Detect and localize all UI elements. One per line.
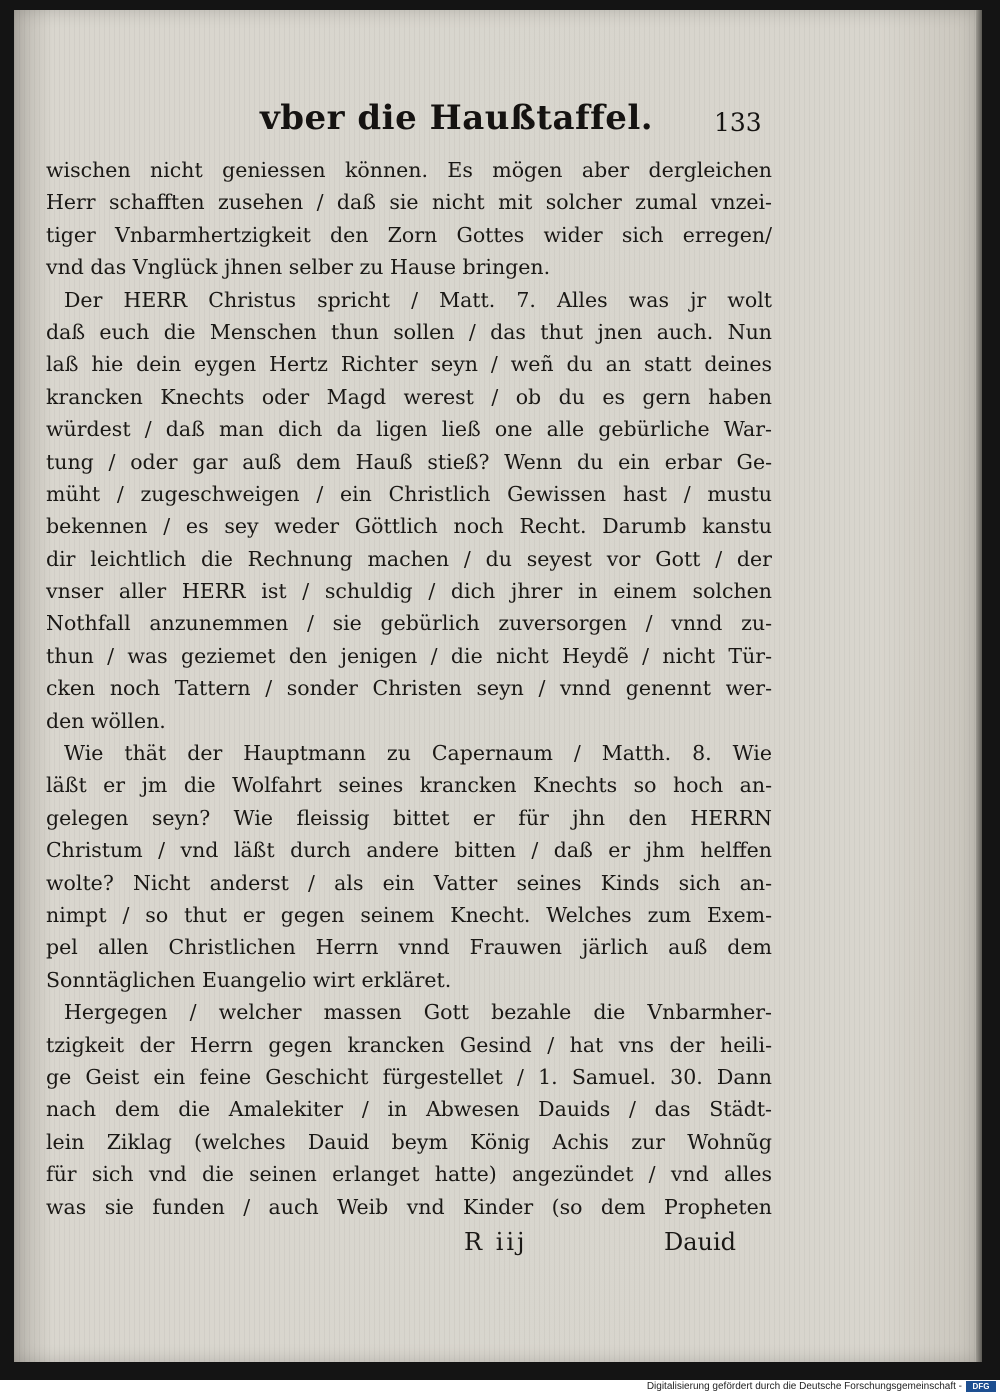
page-footer [14, 1228, 976, 1264]
running-title: vber die Haußtaffel. [260, 98, 654, 138]
text-line: ge Geist ein feine Geschicht fürgestellet / 1. Samuel. 30. Dann [46, 1064, 772, 1089]
text-line: Herr schafften zusehen / daß sie nicht mit solcher zumal vnzei- [46, 190, 772, 215]
page-header [14, 98, 976, 148]
text-line: wischen nicht geniessen können. Es mögen aber dergleichen [46, 158, 772, 182]
text-line: lein Ziklag (welches Dauid beym König Achis zur Wohnũg [46, 1129, 772, 1154]
text-line: für sich vnd die seinen erlanget hatte) angezündet / vnd alles [46, 1162, 772, 1187]
text-line: bekennen / es sey weder Göttlich noch Recht. Darumb kanstu [46, 514, 772, 539]
text-line: nimpt / so thut er gegen seinem Knecht. Welches zum Exem- [46, 902, 772, 927]
text-line: vnd das Vnglück jhnen selber zu Hause bringen. [46, 255, 551, 280]
text-line: thun / was geziemet den jenigen / die nicht Heydẽ / nicht Tür- [46, 643, 772, 668]
text-line: Wie thät der Hauptmann zu Capernaum / Matth. 8. Wie [64, 741, 772, 766]
text-line: läßt er jm die Wolfahrt seines krancken Knechts so hoch an- [46, 773, 772, 798]
text-line: gelegen seyn? Wie fleissig bittet er für jhn den HERRN [46, 805, 772, 830]
text-line: wolte? Nicht anderst / als ein Vatter seines Kinds sich an- [46, 870, 772, 895]
catchword: Dauid [664, 1228, 737, 1256]
text-line: was sie funden / auch Weib vnd Kinder (so dem Propheten [46, 1194, 772, 1219]
text-line: tiger Vnbarmhertzigkeit den Zorn Gottes wider sich erregen/ [46, 222, 772, 247]
text-line: tzigkeit der Herrn gegen krancken Gesind / hat vns der heili- [46, 1032, 772, 1057]
page-number: 133 [714, 108, 762, 137]
text-line: dir leichtlich die Rechnung machen / du seyest vor Gott / der [46, 546, 772, 571]
text-line: nach dem die Amalekiter / in Abwesen Dauids / das Städt- [46, 1097, 772, 1122]
text-line: Christum / vnd läßt durch andere bitten / daß er jhm helffen [46, 838, 772, 863]
page-edge [976, 10, 982, 1362]
text-line: würdest / daß man dich da ligen ließ one alle gebürliche War- [46, 417, 772, 442]
text-line: müht / zugeschweigen / ein Christlich Gewissen hast / mustu [46, 481, 772, 506]
text-line: laß hie dein eygen Hertz Richter seyn / weñ du an statt deines [46, 352, 772, 377]
text-line: den wöllen. [46, 708, 166, 733]
text-line: krancken Knechts oder Magd werest / ob du es gern haben [46, 384, 772, 409]
text-line: tung / oder gar auß dem Hauß stieß? Wenn du ein erbar Ge- [46, 449, 772, 474]
text-line: Sonntäglichen Euangelio wirt erkläret. [46, 967, 452, 992]
credit-bar [0, 1380, 1000, 1394]
body-text [46, 154, 772, 1223]
text-line: daß euch die Menschen thun sollen / das thut jnen auch. Nun [46, 319, 772, 344]
text-line: Nothfall anzunemmen / sie gebürlich zuversorgen / vnnd zu- [46, 611, 772, 636]
book-page [14, 10, 976, 1362]
text-line: cken noch Tattern / sonder Christen seyn / vnnd genennt wer- [46, 676, 772, 701]
dfg-logo-icon: DFG [966, 1381, 996, 1392]
text-line: vnser aller HERR ist / schuldig / dich jhrer in einem solchen [46, 579, 772, 604]
credit-text: Digitalisierung gefördert durch die Deutsche Forschungsgemeinschaft - [646, 1381, 962, 1392]
text-line: Der HERR Christus spricht / Matt. 7. Alles was jr wolt [64, 287, 772, 312]
signature-mark: R iij [464, 1228, 528, 1256]
text-line: Hergegen / welcher massen Gott bezahle die Vnbarmher- [64, 1000, 772, 1025]
text-line: pel allen Christlichen Herrn vnnd Frauwen järlich auß dem [46, 935, 772, 960]
